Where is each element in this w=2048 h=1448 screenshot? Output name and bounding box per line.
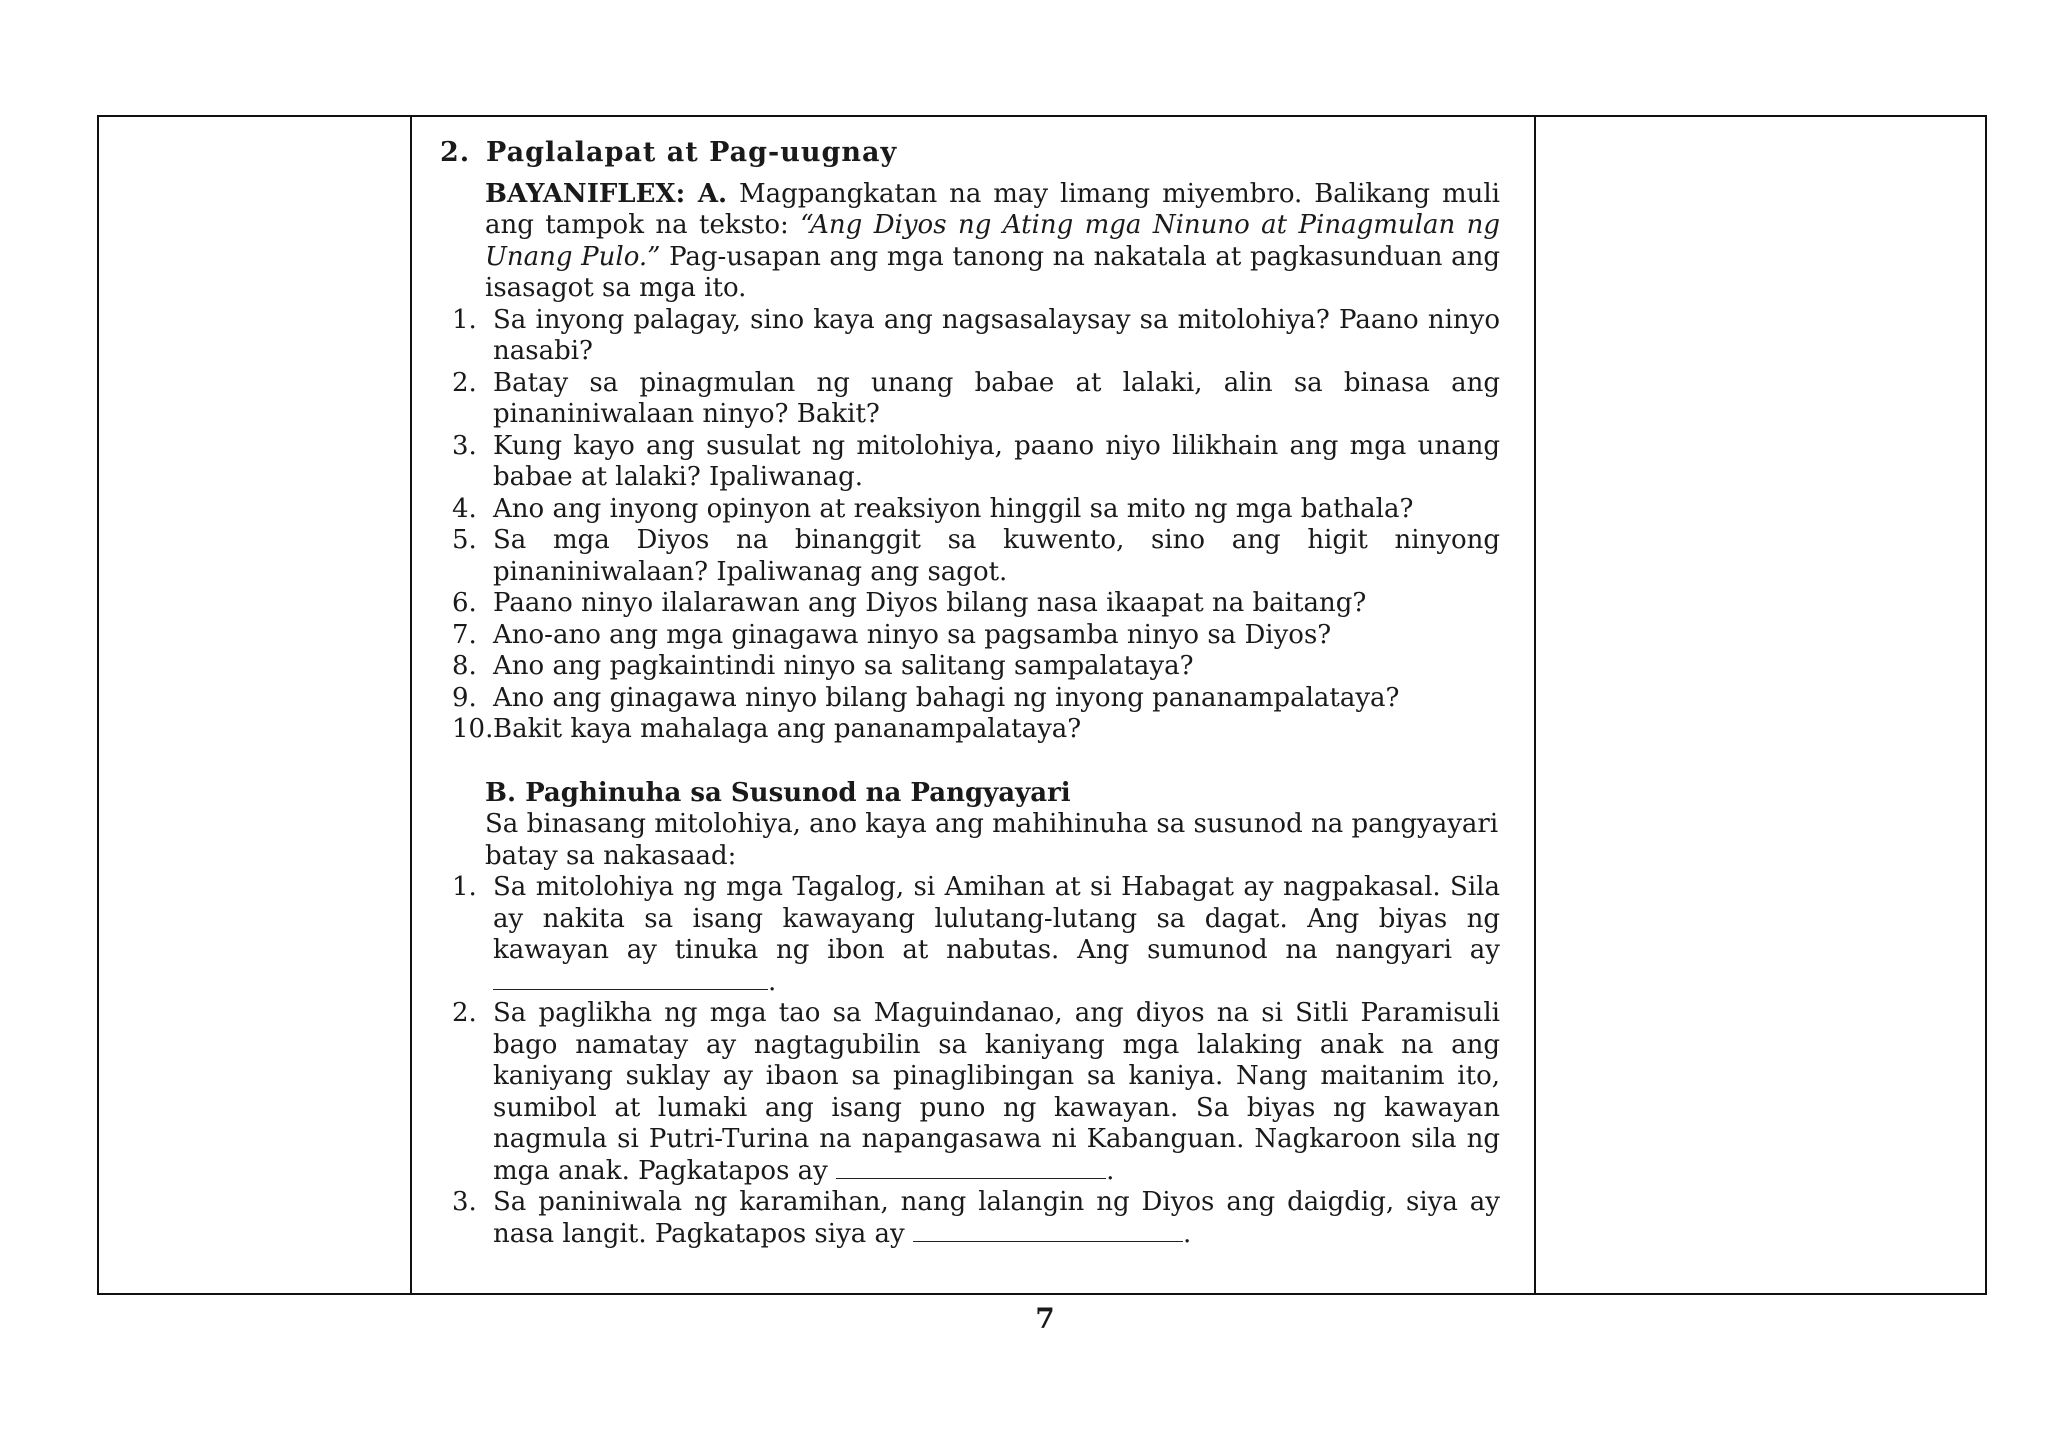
table-middle-column [412,117,1536,1293]
part-a-intro [485,179,1500,305]
question-number: 10. [452,714,494,744]
section-heading [440,137,1500,169]
inference-item [440,1187,1500,1250]
question-text: Ano ang pagkaintindi ninyo sa salitang sampalataya? [493,651,1194,681]
page-number: 7 [1035,1302,1055,1335]
answer-blank[interactable] [836,1156,1106,1179]
question-text: Ano-ano ang mga ginagawa ninyo sa pagsamba ninyo sa Diyos? [493,619,1332,650]
table-right-column [1536,117,1985,1293]
answer-blank[interactable] [493,967,768,990]
question-item [440,368,1500,431]
question-item [440,588,1500,620]
question-number: 9. [452,682,477,713]
question-number: 2. [452,367,477,398]
question-text: Paano ninyo ilalarawan ang Diyos bilang nasa ikaapat na baitang? [493,588,1367,618]
question-number: 1. [452,304,477,335]
question-number: 6. [452,588,477,618]
part-a-intro-text-2: Pag-usapan ang mga tanong na nakatala at pagkasunduan ang isasagot sa mga ito. [485,241,1500,303]
item-text: Sa paglikha ng mga tao sa Maguindanao, ang diyos na si Sitli Paramisuli bago namatay ay nagtagubilin sa kaniyang mga lalaking anak na ang kaniyang suklay ay ibaon sa pinaglibingan sa kaniya. Nang maitanim ito, sumibol at lumaki ang isang puno ng kawayan. Sa biyas ng kawayan nagmula si Putri-Turina na napangasawa ni Kabanguan. Nagkaroon sila ng mga anak. Pagkatapos ay . [493,998,1500,1186]
inference-item [440,998,1500,1187]
item-text: Sa mitolohiya ng mga Tagalog, si Amihan at si Habagat ay nagpakasal. Sila ay nakita sa isang kawayang lulutang-lutang sa dagat. Ang biyas ng kawayan ay tinuka ng ibon at nabutas. Ang sumunod na nangyari ay . [493,872,1500,997]
lesson-table [97,115,1987,1295]
question-text: Ano ang ginagawa ninyo bilang bahagi ng inyong pananampalataya? [493,682,1400,713]
part-a-intro-text-1: Magpangkatan na may limang miyembro. Balikang muli ang tampok na teksto: [485,178,1500,240]
question-item [440,494,1500,526]
question-item [440,714,1500,746]
section-number: 2. [440,137,471,168]
item-number: 3. [452,1187,477,1217]
part-b-title: B. Paghinuha sa Susunod na Pangyayari [485,777,1071,808]
question-number: 3. [452,430,477,461]
question-text: Bakit kaya mahalaga ang pananampalataya? [493,714,1082,744]
question-item [440,305,1500,368]
item-number: 2. [452,998,477,1028]
part-b-item-list [440,872,1500,1250]
answer-blank[interactable] [913,1219,1183,1242]
part-a-label: BAYANIFLEX: A. [485,178,728,209]
question-item [440,620,1500,652]
question-text: Kung kayo ang susulat ng mitolohiya, paano niyo lilikhain ang mga unang babae at lalaki? Ipaliwanag. [493,430,1500,492]
part-b-intro: Sa binasang mitolohiya, ano kaya ang mahihinuha sa susunod na pangyayari batay sa nakasaad: [485,809,1499,871]
question-item [440,431,1500,494]
question-number: 5. [452,525,477,555]
question-text: Batay sa pinagmulan ng unang babae at lalaki, alin sa binasa ang pinaniniwalaan ninyo? Bakit? [493,367,1500,429]
part-a-intro-title: “Ang Diyos ng Ating mga Ninuno at Pinagmulan ng Unang Pulo.” [485,210,1500,272]
item-number: 1. [452,872,477,902]
item-text: Sa paniniwala ng karamihan, nang lalangin ng Diyos ang daigdig, siya ay nasa langit. Pagkatapos siya ay . [493,1187,1500,1249]
question-item [440,683,1500,715]
question-text: Ano ang inyong opinyon at reaksiyon hinggil sa mito ng mga bathala? [493,493,1414,524]
question-number: 8. [452,651,477,681]
part-a-question-list [440,305,1500,746]
question-item [440,525,1500,588]
lesson-content [440,137,1500,1250]
question-number: 4. [452,493,477,524]
question-text: Sa mga Diyos na binanggit sa kuwento, sino ang higit ninyong pinaniniwalaan? Ipaliwanag ang sagot. [493,525,1500,587]
inference-item [440,872,1500,998]
table-left-column [99,117,412,1293]
question-number: 7. [452,619,477,650]
question-text: Sa inyong palagay, sino kaya ang nagsasalaysay sa mitolohiya? Paano ninyo nasabi? [493,304,1500,366]
section-title: Paglalapat at Pag-uugnay [486,137,898,168]
question-item [440,651,1500,683]
